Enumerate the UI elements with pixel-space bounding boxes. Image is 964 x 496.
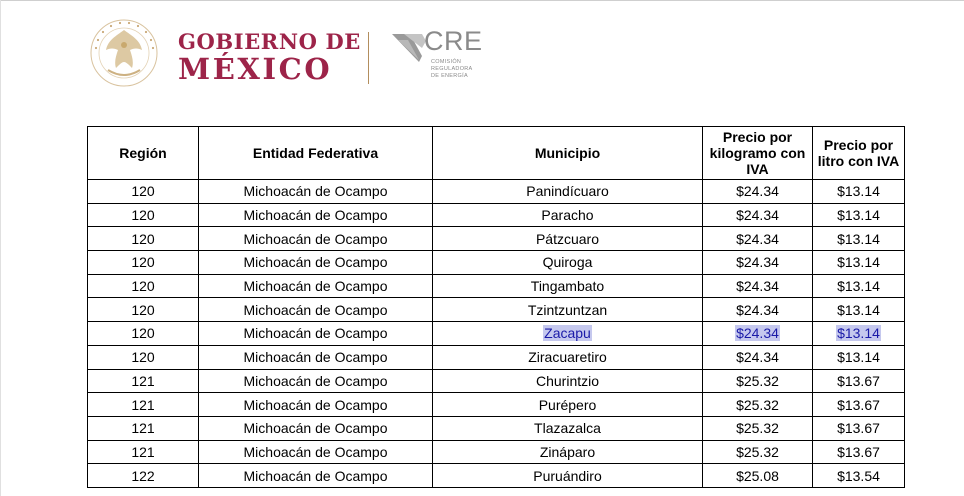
cell-price-liter: $13.14 xyxy=(813,227,905,251)
cell-entidad: Michoacán de Ocampo xyxy=(199,393,433,417)
table-row xyxy=(88,464,905,488)
cell-price-kg: $25.32 xyxy=(703,393,813,417)
table-row xyxy=(88,298,905,322)
lp-gas-price-table xyxy=(87,126,905,488)
cell-municipio: Quiroga xyxy=(433,251,703,275)
cell-municipio: Zináparo xyxy=(433,440,703,464)
cell-price-liter: $13.54 xyxy=(813,464,905,488)
cell-municipio: Ziracuaretiro xyxy=(433,345,703,369)
column-header-price-liter: Precio por litro con IVA xyxy=(813,127,905,180)
cell-entidad: Michoacán de Ocampo xyxy=(199,180,433,204)
cre-wordmark: CRE xyxy=(424,26,483,56)
selected-text-highlight: Zacapu xyxy=(544,325,591,342)
table-row xyxy=(88,393,905,417)
cell-municipio: Paracho xyxy=(433,203,703,227)
table-row xyxy=(88,440,905,464)
cell-price-liter: $13.14 xyxy=(813,203,905,227)
column-header-region: Región xyxy=(88,127,199,180)
gov-line-2: MÉXICO xyxy=(178,52,333,86)
cell-region: 121 xyxy=(88,393,199,417)
cell-municipio: Tzintzuntzan xyxy=(433,298,703,322)
table-row xyxy=(88,274,905,298)
page-left-edge xyxy=(0,0,1,496)
cell-price-kg: $25.32 xyxy=(703,440,813,464)
cell-municipio: Panindícuaro xyxy=(433,180,703,204)
cell-entidad: Michoacán de Ocampo xyxy=(199,345,433,369)
cell-municipio: Puruándiro xyxy=(433,464,703,488)
cell-price-liter: $13.67 xyxy=(813,369,905,393)
cell-region: 121 xyxy=(88,440,199,464)
table-row xyxy=(88,416,905,440)
cell-price-liter xyxy=(813,322,905,346)
cell-region: 122 xyxy=(88,464,199,488)
cell-price-kg: $24.34 xyxy=(703,345,813,369)
cell-region: 120 xyxy=(88,180,199,204)
selected-text-highlight: $24.34 xyxy=(736,325,779,342)
mexico-coat-of-arms-seal xyxy=(86,18,162,88)
cell-region: 120 xyxy=(88,251,199,275)
cell-price-kg: $24.34 xyxy=(703,274,813,298)
cell-price-kg: $24.34 xyxy=(703,203,813,227)
table-header-row xyxy=(88,127,905,180)
cell-region: 120 xyxy=(88,274,199,298)
cell-price-kg: $25.08 xyxy=(703,464,813,488)
table-row xyxy=(88,251,905,275)
cell-entidad: Michoacán de Ocampo xyxy=(199,322,433,346)
cre-full-name xyxy=(431,59,473,80)
table-row xyxy=(88,203,905,227)
document-header xyxy=(86,18,516,88)
cell-region: 120 xyxy=(88,345,199,369)
cell-entidad: Michoacán de Ocampo xyxy=(199,251,433,275)
column-header-municipio: Municipio xyxy=(433,127,703,180)
table-row xyxy=(88,180,905,204)
column-header-entidad: Entidad Federativa xyxy=(199,127,433,180)
cell-price-liter: $13.67 xyxy=(813,440,905,464)
cell-municipio xyxy=(433,322,703,346)
cell-municipio: Pátzcuaro xyxy=(433,227,703,251)
cell-region: 121 xyxy=(88,416,199,440)
cell-price-kg: $25.32 xyxy=(703,369,813,393)
cell-region: 120 xyxy=(88,227,199,251)
page-top-edge xyxy=(0,0,964,1)
cell-price-liter: $13.67 xyxy=(813,416,905,440)
cell-region: 120 xyxy=(88,322,199,346)
cell-municipio: Tingambato xyxy=(433,274,703,298)
table-row xyxy=(88,227,905,251)
cell-price-kg: $24.34 xyxy=(703,227,813,251)
gov-line-1: GOBIERNO DE xyxy=(178,29,361,54)
cell-municipio: Tlazazalca xyxy=(433,416,703,440)
cell-region: 120 xyxy=(88,298,199,322)
cell-entidad: Michoacán de Ocampo xyxy=(199,203,433,227)
cell-price-kg xyxy=(703,322,813,346)
header-divider xyxy=(368,32,369,84)
table-body xyxy=(88,180,905,488)
cell-entidad: Michoacán de Ocampo xyxy=(199,298,433,322)
cell-region: 121 xyxy=(88,369,199,393)
cell-entidad: Michoacán de Ocampo xyxy=(199,416,433,440)
cre-name-line: DE ENERGÍA xyxy=(431,73,468,79)
cell-price-liter: $13.67 xyxy=(813,393,905,417)
cell-municipio: Churintzio xyxy=(433,369,703,393)
selected-text-highlight: $13.14 xyxy=(837,325,880,342)
cell-price-liter: $13.14 xyxy=(813,274,905,298)
cell-price-kg: $24.34 xyxy=(703,298,813,322)
government-wordmark xyxy=(178,31,361,84)
cell-entidad: Michoacán de Ocampo xyxy=(199,274,433,298)
cre-name-line: REGULADORA xyxy=(431,66,473,72)
column-header-price-kg: Precio por kilogramo con IVA xyxy=(703,127,813,180)
cell-price-liter: $13.14 xyxy=(813,298,905,322)
cell-entidad: Michoacán de Ocampo xyxy=(199,464,433,488)
table-row xyxy=(88,345,905,369)
cell-price-kg: $24.34 xyxy=(703,180,813,204)
cell-price-liter: $13.14 xyxy=(813,345,905,369)
cell-price-liter: $13.14 xyxy=(813,180,905,204)
table-row xyxy=(88,369,905,393)
cell-entidad: Michoacán de Ocampo xyxy=(199,369,433,393)
cell-price-kg: $25.32 xyxy=(703,416,813,440)
cell-entidad: Michoacán de Ocampo xyxy=(199,440,433,464)
table-row xyxy=(88,322,905,346)
cell-price-kg: $24.34 xyxy=(703,251,813,275)
cell-entidad: Michoacán de Ocampo xyxy=(199,227,433,251)
cell-price-liter: $13.14 xyxy=(813,251,905,275)
cell-region: 120 xyxy=(88,203,199,227)
cre-name-line: COMISIÓN xyxy=(431,59,462,65)
cell-municipio: Purépero xyxy=(433,393,703,417)
